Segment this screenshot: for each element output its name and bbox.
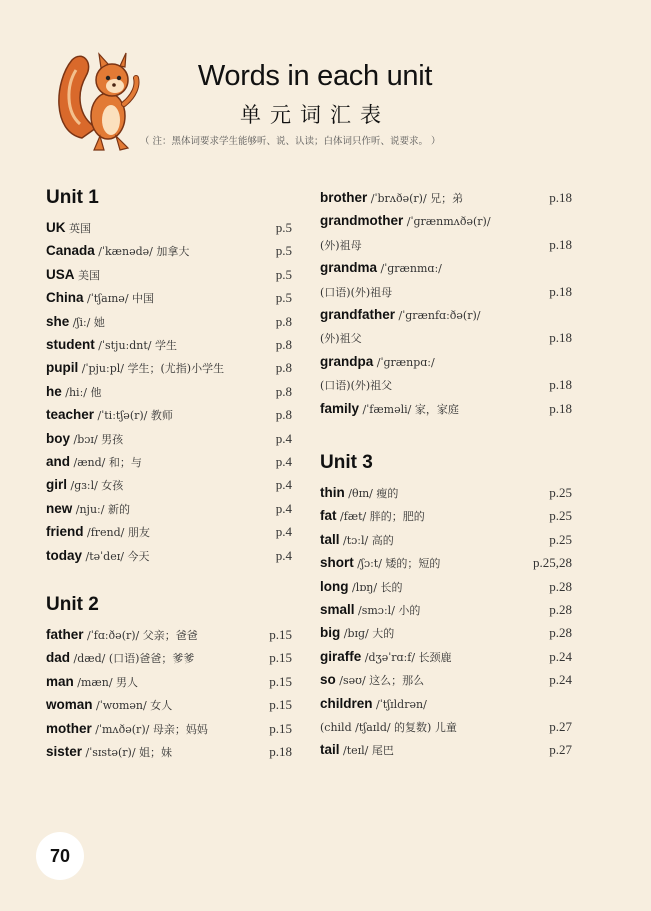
- vocab-word: new: [46, 500, 73, 516]
- vocab-page-ref: p.18: [269, 744, 292, 759]
- vocab-definition: /ˈfæməli/ 家，家庭: [359, 402, 459, 416]
- vocab-entry: [320, 281, 572, 303]
- vocab-definition: /fæt/ 胖的；肥的: [336, 510, 425, 524]
- vocab-definition: (外)祖父: [320, 332, 362, 346]
- vocab-definition: /ʃɔːt/ 矮的；短的: [353, 557, 441, 571]
- vocab-word: Canada: [46, 243, 95, 259]
- vocab-entry: [320, 576, 572, 598]
- vocab-definition: /hiː/ 他: [61, 385, 102, 399]
- vocab-word: teacher: [46, 407, 95, 423]
- vocab-word: USA: [46, 266, 75, 282]
- vocab-definition: /njuː/ 新的: [72, 502, 130, 516]
- vocab-page-ref: p.8: [275, 360, 292, 376]
- vocab-entry: [46, 741, 292, 763]
- vocab-word: China: [46, 290, 84, 306]
- vocab-definition: (child /tʃaɪld/ 的复数) 儿童: [320, 721, 457, 734]
- vocab-definition: (口语)(外)祖母: [320, 285, 393, 299]
- vocab-definition: /ˈtʃaɪnə/ 中国: [83, 292, 155, 306]
- vocab-definition: /bɔɪ/ 男孩: [70, 432, 124, 446]
- vocab-word: and: [46, 454, 71, 469]
- vocab-entry: [46, 474, 292, 496]
- vocab-definition: /frend/ 朋友: [83, 526, 150, 540]
- vocab-definition: /ˈstjuːdnt/ 学生: [94, 339, 177, 352]
- vocab-entry: [46, 718, 292, 740]
- vocab-definition: /teɪl/ 尾巴: [339, 744, 394, 758]
- unit-title: Unit 2: [46, 594, 99, 615]
- vocab-page-ref: p.15: [269, 673, 292, 689]
- vocab-page-ref: p.28: [549, 578, 572, 594]
- vocab-definition: /ˈbrʌðə(r)/ 兄；弟: [367, 192, 464, 205]
- vocab-entry: [320, 693, 572, 715]
- vocab-word: pupil: [46, 360, 79, 376]
- vocab-entry: [320, 351, 572, 373]
- vocab-entry: [46, 647, 292, 669]
- vocab-word: man: [46, 673, 74, 689]
- vocab-definition: /ɡɜːl/ 女孩: [67, 479, 124, 493]
- vocab-word: short: [320, 555, 354, 571]
- vocab-word: big: [320, 625, 341, 641]
- vocab-definition: /θɪn/ 瘦的: [344, 487, 399, 500]
- vocab-definition: /ˈwʊmən/ 女人: [92, 699, 173, 713]
- vocab-word: UK: [46, 220, 66, 235]
- vocab-page-ref: p.4: [275, 430, 292, 446]
- vocab-entry: [320, 716, 572, 738]
- vocab-page-ref: p.28: [549, 625, 572, 641]
- vocab-definition: /ˈɡrænfɑːðə(r)/: [395, 309, 481, 322]
- vocab-page-ref: p.18: [549, 330, 572, 346]
- vocab-word: long: [320, 578, 349, 594]
- vocab-definition: /ˈsɪstə(r)/ 姐；妹: [82, 746, 173, 759]
- page-number: 70: [36, 832, 84, 880]
- vocab-definition: /ˈɡrænmʌðə(r)/: [403, 215, 491, 229]
- vocab-entry: [46, 671, 292, 693]
- vocab-entry: [320, 327, 572, 349]
- vocab-entry: [320, 210, 572, 232]
- vocab-page-ref: p.15: [269, 650, 292, 666]
- vocab-page-ref: p.4: [275, 524, 292, 540]
- vocab-definition: /dʒəˈrɑːf/ 长颈鹿: [361, 650, 452, 664]
- vocab-word: thin: [320, 485, 345, 500]
- vocab-definition: /bɪɡ/ 大的: [340, 627, 395, 641]
- vocab-page-ref: p.8: [275, 337, 292, 352]
- vocab-entry: [46, 287, 292, 309]
- vocab-word: student: [46, 337, 95, 352]
- unit-title: Unit 1: [46, 187, 99, 208]
- vocab-entry: [320, 398, 572, 420]
- vocab-page-ref: p.18: [549, 377, 572, 393]
- vocab-definition: /ænd/ 和；与: [70, 456, 142, 469]
- vocab-word: tail: [320, 742, 340, 758]
- vocab-word: so: [320, 672, 336, 688]
- vocab-page-ref: p.24: [549, 648, 572, 664]
- vocab-page-ref: p.27: [549, 742, 572, 758]
- vocab-entry: [320, 646, 572, 668]
- vocab-word: woman: [46, 697, 93, 713]
- vocab-entry: [320, 304, 572, 326]
- vocab-definition: /ˈtiːtʃə(r)/ 教师: [94, 409, 173, 423]
- vocab-definition: /dæd/ (口语)爸爸；爹爹: [70, 652, 195, 666]
- vocab-word: tall: [320, 531, 340, 547]
- vocab-definition: /ˈɡrænpɑː/: [373, 355, 435, 369]
- vocab-entry: [320, 187, 572, 209]
- vocab-definition: /səʊ/ 这么；那么: [335, 674, 425, 688]
- vocab-entry: [46, 498, 292, 520]
- vocab-word: friend: [46, 524, 84, 540]
- vocab-entry: [46, 381, 292, 403]
- vocab-word: she: [46, 313, 70, 329]
- usage-note: （ 注：黑体词要求学生能够听、说、认读；白体词只作听、说要求。 ）: [140, 136, 441, 147]
- vocab-page-ref: p.18: [549, 400, 572, 416]
- vocab-definition: /mæn/ 男人: [73, 675, 139, 689]
- vocab-entry: [320, 599, 572, 621]
- vocab-page-ref: p.4: [275, 547, 292, 563]
- vocab-word: fat: [320, 508, 337, 524]
- vocab-entry: [320, 669, 572, 691]
- vocab-page-ref: p.15: [269, 627, 292, 642]
- vocab-definition: (口语)(外)祖父: [320, 379, 393, 393]
- vocab-word: brother: [320, 190, 368, 205]
- vocab-definition: /ˈɡrænmɑː/: [377, 262, 442, 276]
- vocab-entry: [46, 240, 292, 262]
- vocab-definition: /ˈmʌðə(r)/ 母亲；妈妈: [91, 722, 208, 736]
- vocab-page-ref: p.27: [549, 719, 572, 734]
- vocab-entry: [320, 529, 572, 551]
- vocab-definition: (外)祖母: [320, 238, 362, 252]
- vocab-definition: 英国: [65, 222, 91, 235]
- vocab-word: girl: [46, 477, 68, 493]
- vocab-page-ref: p.24: [549, 672, 572, 688]
- vocab-entry: [46, 404, 292, 426]
- vocab-definition: /ˈkænədə/ 加拿大: [94, 245, 190, 259]
- vocab-page-ref: p.15: [269, 720, 292, 736]
- vocab-page-ref: p.8: [275, 407, 292, 423]
- squirrel-illustration: [56, 46, 146, 156]
- vocab-page-ref: p.25: [549, 531, 572, 547]
- vocab-word: he: [46, 383, 62, 399]
- vocab-word: grandmother: [320, 213, 404, 229]
- vocab-page-ref: p.25,28: [533, 555, 572, 571]
- vocab-entry: [320, 739, 572, 761]
- vocab-page-ref: p.15: [269, 697, 292, 713]
- vocab-definition: /ˈtʃɪldrən/: [372, 697, 427, 711]
- vocab-word: father: [46, 627, 84, 642]
- vocab-entry: [320, 482, 572, 504]
- vocab-page-ref: p.4: [275, 477, 292, 493]
- vocab-entry: [46, 624, 292, 646]
- vocab-page-ref: p.18: [549, 190, 572, 205]
- page-title-chinese: 单元词汇表: [240, 103, 390, 127]
- vocab-entry: [320, 257, 572, 279]
- vocab-word: children: [320, 695, 373, 711]
- vocab-entry: [46, 357, 292, 379]
- vocab-page-ref: p.4: [275, 500, 292, 516]
- vocab-page-ref: p.5: [275, 266, 292, 282]
- vocab-definition: /lɒŋ/ 长的: [348, 580, 403, 594]
- vocab-word: boy: [46, 430, 71, 446]
- vocab-page-ref: p.5: [275, 220, 292, 235]
- vocab-entry: [46, 264, 292, 286]
- vocab-definition: /ˈfɑːðə(r)/ 父亲；爸爸: [83, 629, 198, 642]
- vocab-page-ref: p.5: [275, 243, 292, 259]
- vocab-entry: [46, 521, 292, 543]
- vocab-entry: [46, 694, 292, 716]
- vocab-definition: /təˈdeɪ/ 今天: [82, 549, 150, 563]
- vocab-page-ref: p.25: [549, 508, 572, 524]
- vocab-entry: [320, 552, 572, 574]
- vocab-entry: [46, 545, 292, 567]
- vocab-word: grandpa: [320, 353, 374, 369]
- vocab-entry: [46, 428, 292, 450]
- vocab-word: today: [46, 547, 83, 563]
- vocab-word: sister: [46, 744, 83, 759]
- vocab-word: giraffe: [320, 648, 362, 664]
- vocab-entry: [320, 374, 572, 396]
- vocab-page-ref: p.5: [275, 290, 292, 306]
- vocab-page-ref: p.8: [275, 313, 292, 329]
- page-title: Words in each unit: [197, 60, 433, 92]
- vocab-word: dad: [46, 650, 71, 666]
- vocab-entry: [46, 217, 292, 239]
- vocab-word: mother: [46, 720, 92, 736]
- vocab-page-ref: p.18: [549, 236, 572, 252]
- vocab-definition: /ˈpjuːpl/ 学生；(尤指)小学生: [78, 362, 225, 376]
- vocab-definition: /ʃiː/ 她: [69, 315, 105, 329]
- vocab-entry: [320, 622, 572, 644]
- title-block: [180, 60, 450, 129]
- vocab-word: grandfather: [320, 307, 396, 322]
- unit-title: Unit 3: [320, 452, 373, 473]
- vocab-entry: [320, 505, 572, 527]
- vocab-definition: /tɔːl/ 高的: [339, 533, 394, 547]
- vocab-entry: [46, 334, 292, 356]
- vocab-definition: 美国: [74, 268, 101, 282]
- vocab-page-ref: p.28: [549, 602, 572, 617]
- vocab-word: grandma: [320, 260, 378, 276]
- vocab-word: small: [320, 602, 355, 617]
- vocab-entry: [46, 311, 292, 333]
- vocab-entry: [46, 451, 292, 473]
- vocab-page-ref: p.25: [549, 485, 572, 500]
- vocab-entry: [320, 234, 572, 256]
- vocab-page-ref: p.8: [275, 383, 292, 399]
- vocab-page-ref: p.18: [549, 283, 572, 299]
- vocab-page-ref: p.4: [275, 454, 292, 469]
- vocab-word: family: [320, 400, 360, 416]
- vocab-definition: /smɔːl/ 小的: [354, 604, 421, 617]
